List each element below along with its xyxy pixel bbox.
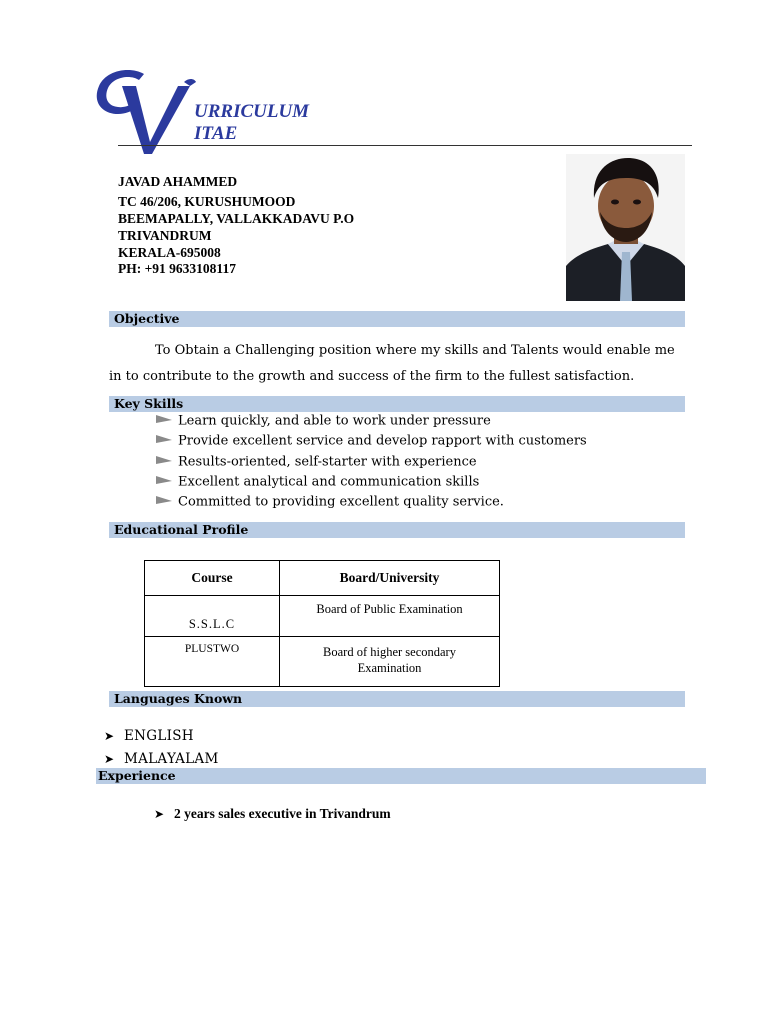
table-header-board: Board/University (280, 561, 500, 596)
pointer-bullet-icon (156, 411, 178, 431)
table-row (145, 596, 500, 637)
logo-word-urriculum: URRICULUM (194, 101, 310, 122)
arrow-bullet-icon: ➤ (104, 729, 115, 743)
education-table (144, 560, 500, 687)
section-experience: Experience (96, 768, 706, 784)
objective-line-1: To Obtain a Challenging position where my skills and Talents would enable me (155, 343, 675, 358)
arrow-bullet-icon: ➤ (154, 807, 165, 821)
pointer-bullet-icon (156, 452, 178, 472)
header-rule (118, 145, 692, 146)
skill-item: Learn quickly, and able to work under pressure (156, 411, 491, 431)
pointer-bullet-icon (156, 472, 178, 492)
table-cell-board: Board of Public Examination (280, 596, 500, 637)
pointer-bullet-icon (156, 492, 178, 512)
experience-item: ➤ 2 years sales executive in Trivandrum (154, 804, 391, 824)
table-header-row (145, 561, 500, 596)
section-educational-profile: Educational Profile (109, 522, 685, 538)
table-cell-board: Board of higher secondary Examination (280, 637, 500, 687)
skill-item: Results-oriented, self-starter with experience (156, 452, 477, 472)
section-objective: Objective (109, 311, 685, 327)
skill-item: Excellent analytical and communication skills (156, 472, 479, 492)
address-line-1: TC 46/206, KURUSHUMOOD (118, 194, 296, 209)
language-item: ➤ MALAYALAM (104, 751, 219, 767)
objective-line-2: in to contribute to the growth and success of the firm to the fullest satisfaction. (109, 369, 635, 384)
profile-photo (566, 154, 685, 301)
logo-word-itae: ITAE (194, 123, 238, 144)
skill-item: Provide excellent service and develop rapport with customers (156, 431, 587, 451)
applicant-name: JAVAD AHAMMED (118, 174, 238, 189)
address-city: TRIVANDRUM (118, 228, 212, 243)
cv-logo (92, 64, 202, 156)
arrow-bullet-icon: ➤ (104, 752, 115, 766)
address-line-2: BEEMAPALLY, VALLAKKADAVU P.O (118, 211, 355, 226)
skill-item: Committed to providing excellent quality service. (156, 492, 504, 512)
table-header-course: Course (145, 561, 280, 596)
section-key-skills: Key Skills (109, 396, 685, 412)
pointer-bullet-icon (156, 431, 178, 451)
table-cell-course: PLUSTWO (145, 637, 280, 687)
table-row (145, 637, 500, 687)
address-state-pin: KERALA-695008 (118, 245, 221, 260)
language-item: ➤ ENGLISH (104, 728, 194, 744)
phone-number: PH: +91 9633108117 (118, 261, 236, 276)
table-cell-course: S.S.L.C (145, 596, 280, 637)
section-languages-known: Languages Known (109, 691, 685, 707)
